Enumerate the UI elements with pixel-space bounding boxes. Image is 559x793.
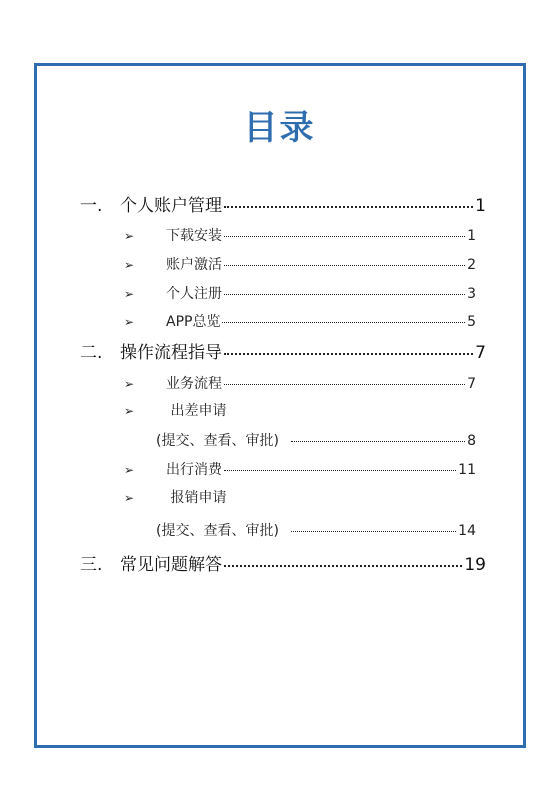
item-label: 出行消费 [166,462,222,478]
section-number: 二. [80,343,103,363]
page-number: 1 [467,228,476,244]
toc-item-app-overview[interactable] [124,312,476,331]
arrow-bullet-icon: ➢ [124,404,135,418]
dot-leader [224,460,456,474]
dot-leader [291,521,456,535]
arrow-bullet-icon: ➢ [124,491,135,505]
dot-leader [224,194,473,211]
toc-section-3[interactable] [80,553,486,576]
item-label: 个人注册 [166,286,222,302]
dot-leader [224,284,465,298]
page-number: 5 [467,314,476,330]
page-number: 14 [458,523,476,539]
page-number: 11 [458,462,476,478]
arrow-bullet-icon: ➢ [124,377,135,391]
dot-leader [224,553,462,570]
toc-section-2[interactable] [80,341,486,364]
item-sub-label: (提交、查看、审批) [156,433,279,449]
dot-leader [224,226,465,240]
toc-subitem-travel-application[interactable] [156,431,476,450]
item-label: 下载安装 [166,228,222,244]
dot-leader [224,374,465,388]
toc-item-download-install[interactable] [124,226,476,245]
section-number: 一. [80,196,103,216]
toc-section-1[interactable] [80,194,486,217]
section-label: 个人账户管理 [120,196,222,216]
toc-item-business-process[interactable] [124,374,476,393]
toc-item-personal-registration[interactable] [124,284,476,303]
toc-item-travel-expense[interactable] [124,460,476,479]
dot-leader [224,255,465,269]
page-number: 7 [475,343,486,363]
item-sub-label: (提交、查看、审批) [156,523,279,539]
item-label: 业务流程 [166,376,222,392]
section-label: 常见问题解答 [120,555,222,575]
arrow-bullet-icon: ➢ [124,287,135,301]
page-number: 19 [464,555,486,575]
item-label: 报销申请 [170,490,227,506]
section-label: 操作流程指导 [120,343,222,363]
page-number: 2 [467,257,476,273]
dot-leader [224,341,473,358]
toc-item-travel-application[interactable] [124,402,226,420]
arrow-bullet-icon: ➢ [124,315,135,329]
page-number: 1 [475,196,486,216]
page-number: 8 [467,433,476,449]
arrow-bullet-icon: ➢ [124,229,135,243]
dot-leader [291,431,465,445]
toc-item-account-activation[interactable] [124,255,476,274]
item-label: 出差申请 [170,403,227,419]
arrow-bullet-icon: ➢ [124,258,135,272]
item-label: 账户激活 [166,257,222,273]
section-number: 三. [80,555,103,575]
toc-title: 目录 [243,108,316,148]
item-label: APP总览 [166,314,221,330]
toc-subitem-reimbursement-application[interactable] [156,521,476,540]
toc-item-reimbursement-application[interactable] [124,489,226,507]
arrow-bullet-icon: ➢ [124,463,135,477]
page-number: 3 [467,286,476,302]
dot-leader [222,312,465,326]
page-number: 7 [467,376,476,392]
